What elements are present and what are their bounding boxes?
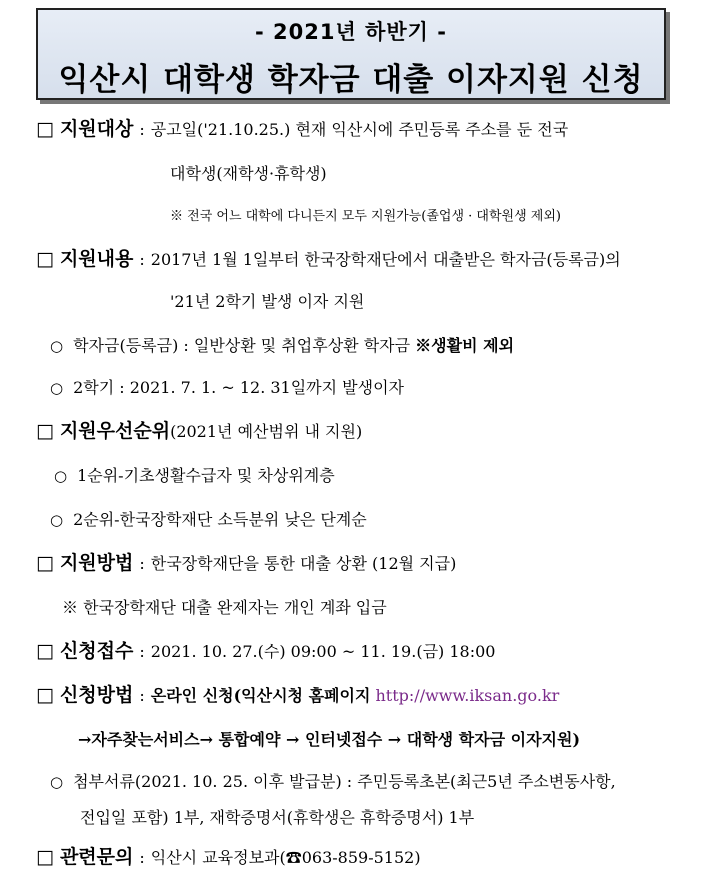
section-period [36, 642, 495, 661]
subtitle: - 2021년 하반기 - [255, 20, 447, 44]
section-label: 지원대상 [59, 118, 134, 140]
page-title: 익산시 대학생 학자금 대출 이자지원 신청 [58, 62, 644, 98]
checkbox-square-icon: □ [36, 248, 54, 270]
content-line2: '21년 2학기 발생 이자 지원 [170, 292, 365, 311]
colon: : [139, 250, 145, 269]
target-line2: 대학생(재학생·휴학생) [170, 164, 327, 183]
colon: : [139, 848, 145, 867]
section-text: 2017년 1월 1일부터 한국장학재단에서 대출받은 학자금(등록금)의 [150, 250, 621, 269]
circle-bullet-icon: ○ [50, 511, 64, 529]
content-bullet-2 [50, 380, 404, 396]
bullet-bold-text: ※생활비 제외 [415, 336, 515, 355]
section-method [36, 554, 456, 573]
homepage-link[interactable]: http://www.iksan.go.kr [375, 686, 560, 705]
section-label: 지원방법 [59, 552, 134, 574]
circle-bullet-icon: ○ [50, 337, 64, 355]
apply-path: →자주찾는서비스→ 통합예약 → 인터넷접수 → 대학생 학자금 이자지원) [78, 730, 581, 749]
apply-doc-line2: 전입일 포함) 1부, 재학증명서(휴학생은 휴학증명서) 1부 [80, 808, 475, 827]
section-label: 관련문의 [59, 846, 134, 868]
section-text: 공고일('21.10.25.) 현재 익산시에 주민등록 주소를 둔 전국 [150, 120, 569, 139]
checkbox-square-icon: □ [36, 684, 54, 706]
section-label: 지원우선순위 [59, 420, 171, 442]
checkbox-square-icon: □ [36, 846, 54, 868]
circle-bullet-icon: ○ [50, 773, 64, 791]
colon: : [139, 642, 145, 661]
section-text: (2021년 예산범위 내 지원) [170, 422, 363, 441]
section-label: 신청방법 [59, 684, 134, 706]
section-content [36, 250, 621, 269]
section-apply [36, 686, 559, 705]
section-priority [36, 422, 362, 441]
section-label: 지원내용 [59, 248, 134, 270]
section-text: 익산시 교육정보과(☎063-859-5152) [150, 848, 421, 867]
bullet-text: 2학기 : 2021. 7. 1. ~ 12. 31일까지 발생이자 [73, 378, 405, 397]
checkbox-square-icon: □ [36, 118, 54, 140]
circle-bullet-icon: ○ [50, 379, 64, 397]
colon: : [139, 120, 145, 139]
priority-bullet-2 [50, 512, 367, 528]
section-target [36, 120, 568, 139]
checkbox-square-icon: □ [36, 552, 54, 574]
title-box [36, 8, 666, 100]
bullet-text: 1순위-기초생활수급자 및 차상위계층 [77, 466, 335, 485]
section-text: 한국장학재단을 통한 대출 상환 (12월 지급) [150, 554, 457, 573]
circle-bullet-icon: ○ [54, 467, 68, 485]
section-text: 2021. 10. 27.(수) 09:00 ~ 11. 19.(금) 18:00 [150, 642, 496, 661]
colon: : [139, 554, 145, 573]
bullet-text: 2순위-한국장학재단 소득분위 낮은 단계순 [73, 510, 367, 529]
section-text: 온라인 신청(익산시청 홈페이지 [150, 686, 371, 705]
bullet-text: 첨부서류(2021. 10. 25. 이후 발급분) : 주민등록초본(최근5년 주소변동사항, [73, 772, 616, 791]
section-label: 신청접수 [59, 640, 134, 662]
priority-bullet-1 [54, 468, 335, 484]
content-bullet-1 [50, 338, 514, 354]
apply-doc-bullet [50, 774, 616, 790]
bullet-text: 학자금(등록금) : 일반상환 및 취업후상환 학자금 [73, 336, 411, 355]
checkbox-square-icon: □ [36, 420, 54, 442]
target-note: ※ 전국 어느 대학에 다니든지 모두 지원가능(졸업생 · 대학원생 제외) [170, 209, 561, 224]
method-note: ※ 한국장학재단 대출 완제자는 개인 계좌 입금 [62, 598, 387, 617]
checkbox-square-icon: □ [36, 640, 54, 662]
colon: : [139, 686, 145, 705]
section-contact [36, 848, 421, 867]
